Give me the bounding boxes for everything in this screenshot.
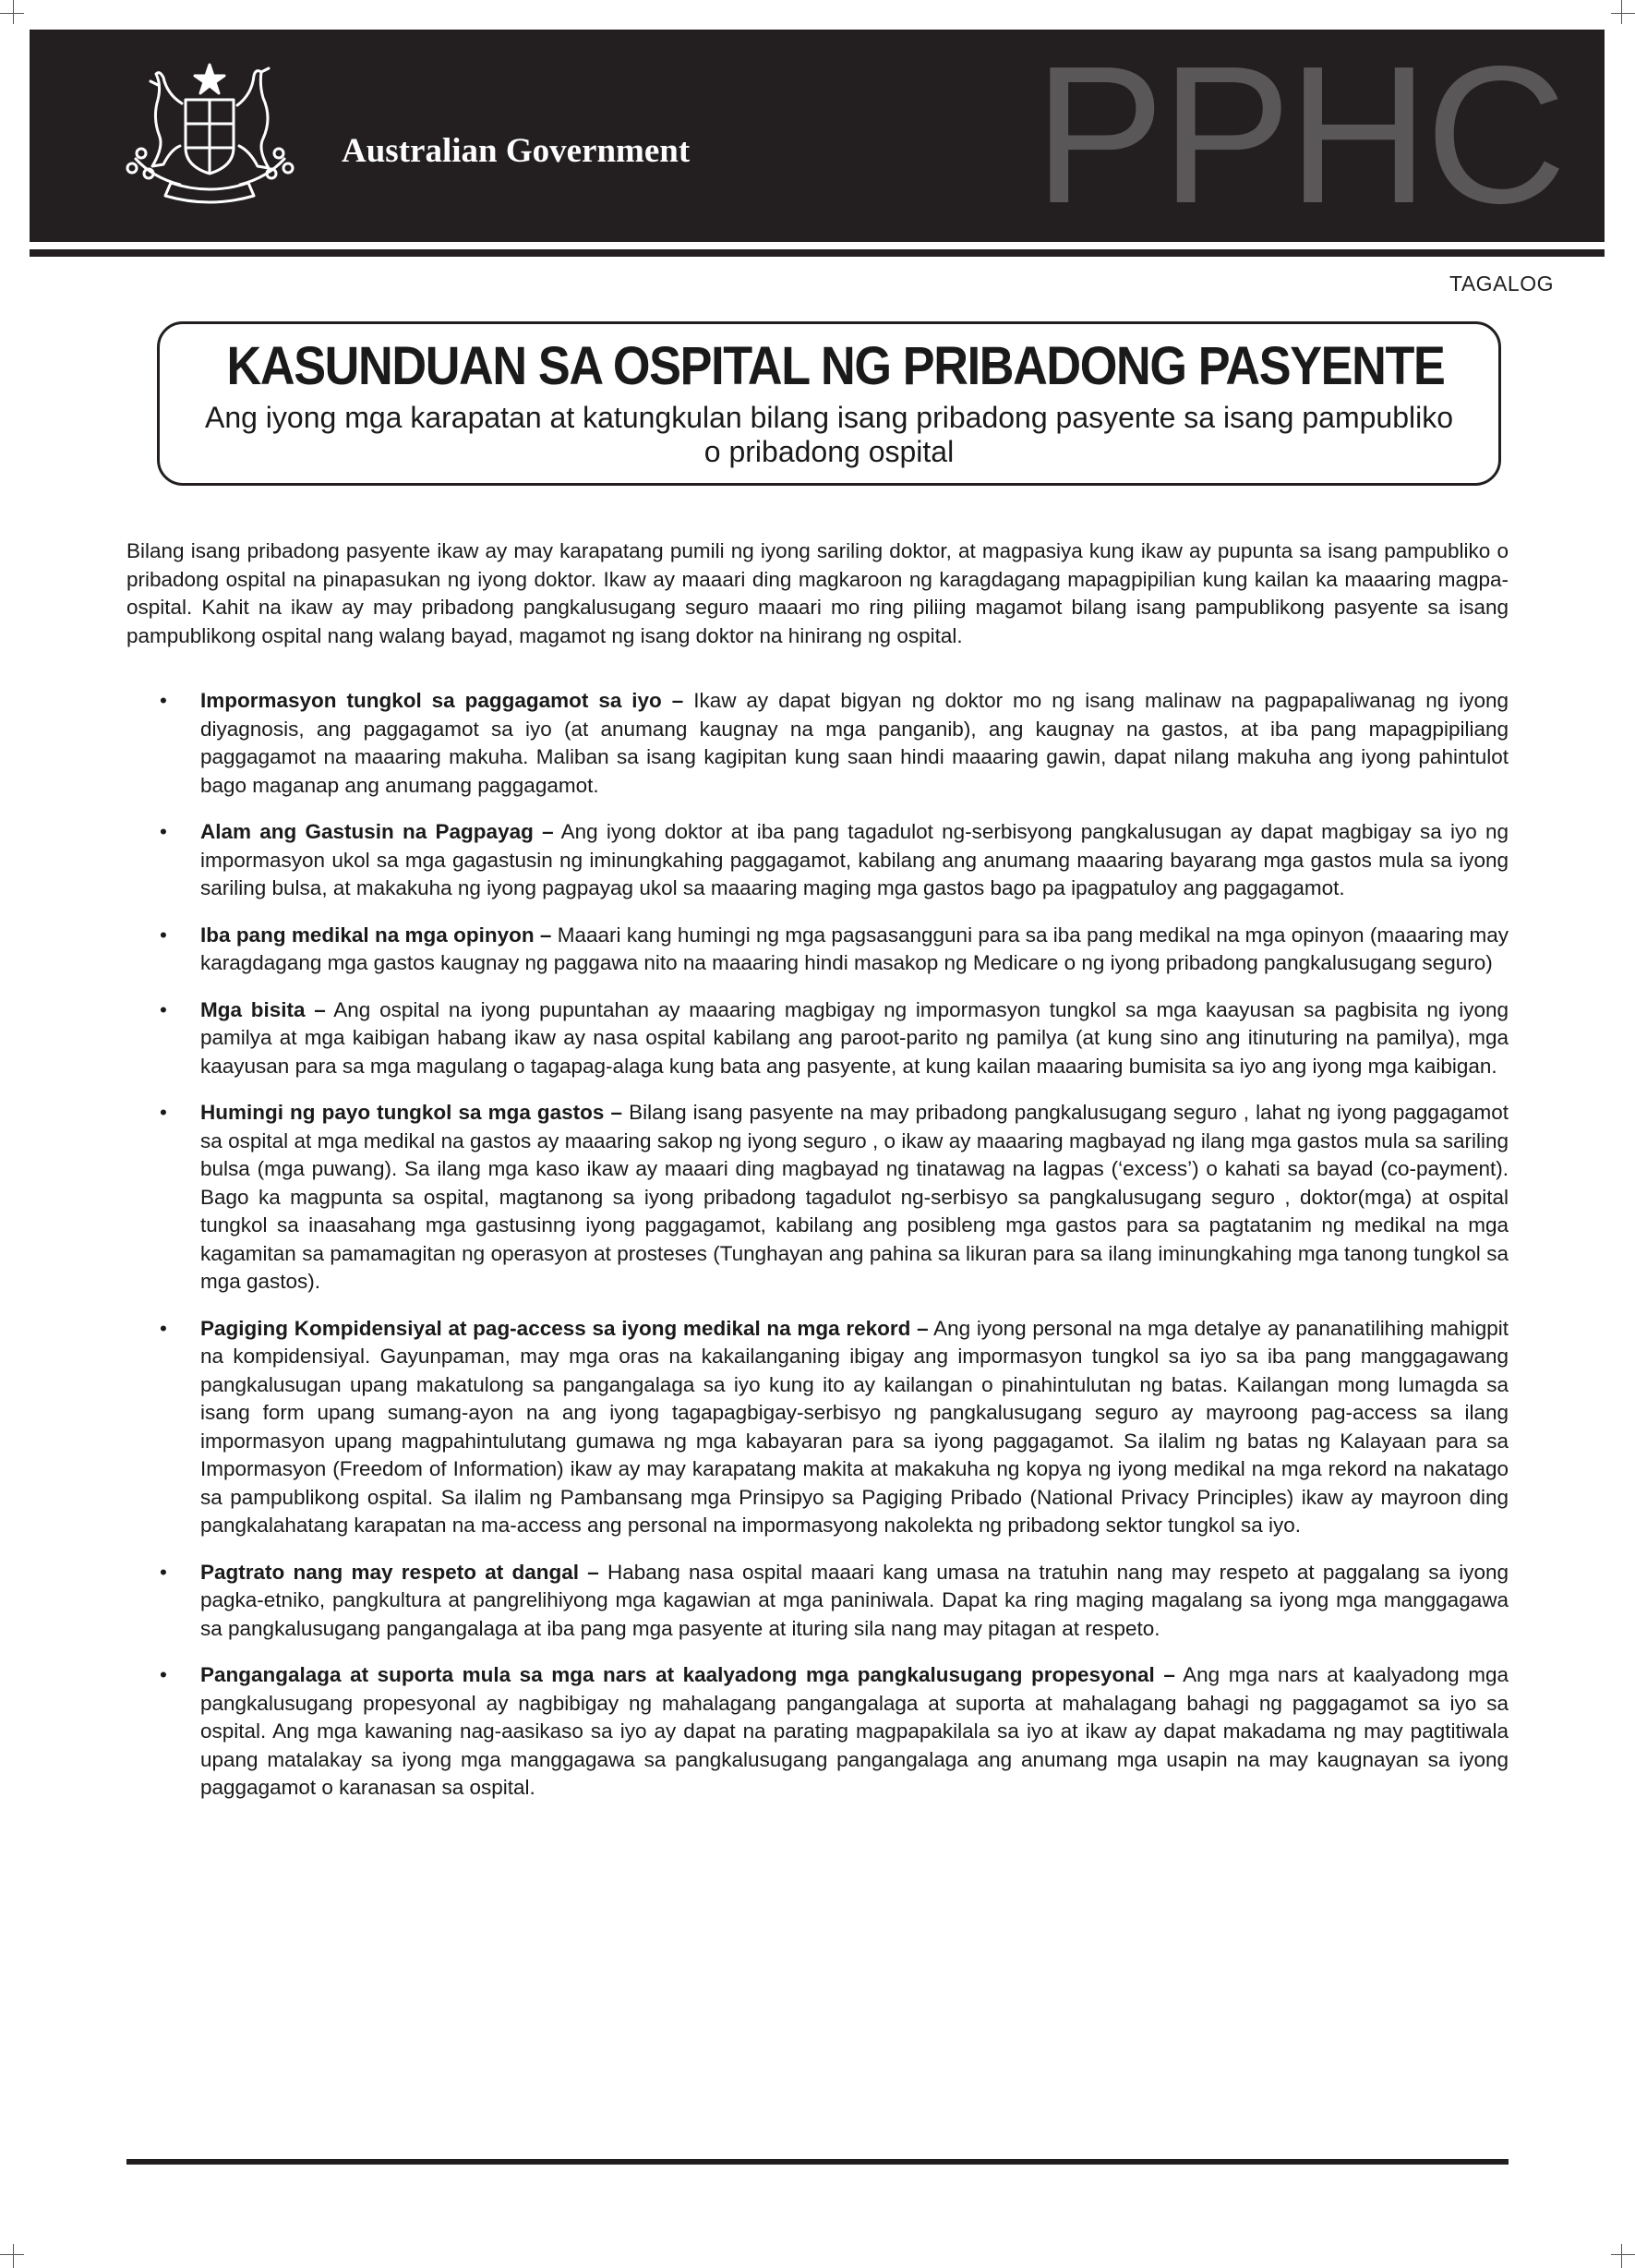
bullet-icon: • [160, 1316, 167, 1340]
list-item [126, 922, 1509, 978]
item-heading: Impormasyon tungkol sa paggagamot sa iyo – [200, 689, 684, 712]
item-text: Ang iyong personal na mga detalye ay pananatilihing mahigpit na kompidensiyal. Gayunpaman, may mga oras na kakailanganing ibigay ang impormasyon tungkol sa iyo sa iba pang manggagawang pangkalusugan upang makatulong sa pangangalaga sa iyo kung ito ay kailangan o pinahintulutan ng batas. Kailangan mong lumagda sa isang form upang sumang-ayon na ang iyong tagapagbigay-serbisyo ng pangkalusugang seguro ay mayroong pag-access sa ilang impormasyon upang magpahintulutang gumawa ng mga kabayaran para sa iyong paggagamot. Sa ilalim ng batas ng Kalayaan para sa Impormasyon (Freedom of Information) ikaw ay may karapatang makita at makakuha ng kopya ng iyong medikal na mga rekord na nakatago sa pampublikong ospital. Sa ilalim ng Pambansang mga Prinsipyo sa Pagiging Pribado (National Privacy Principles) ikaw ay mayroon ding pangkalahatang karapatan na ma-access ang personal na impormasyong nakolekta ng pribadong sektor tungkol sa iyo. [200, 1316, 1509, 1537]
crop-mark [1611, 13, 1635, 14]
item-text: Ang mga nars at kaalyadong mga pangkalusugang propesyonal ay nagbibigay ng mahalagang pangangalaga at suporta at mahalagang bahagi ng paggagamot sa iyo sa ospital. Ang mga kawaning nag-aasikaso sa iyo ay dapat na parating magpapakilala sa iyo at ikaw ay dapat makadama ng may pagtitiwala upang matalakay sa iyong mga manggagawa sa pangkalusugang pangangalaga ang anumang mga usapin na may kaugnayan sa iyong paggagamot o karanasan sa ospital. [200, 1663, 1509, 1799]
rights-list [126, 687, 1509, 1803]
language-label: TAGALOG [1449, 271, 1554, 296]
list-item [126, 1559, 1509, 1644]
list-item [126, 818, 1509, 903]
list-item [126, 687, 1509, 800]
crop-mark [1621, 0, 1622, 24]
crop-mark [0, 13, 24, 14]
page-subtitle: Ang iyong mga karapatan at katungkulan bilang isang pribadong pasyente sa isang pampubliko o pribadong ospital [204, 401, 1454, 468]
footer-rule [126, 2159, 1509, 2165]
list-item [126, 996, 1509, 1081]
item-heading: Pangangalaga at suporta mula sa mga nars at kaalyadong mga pangkalusugang propesyonal – [200, 1663, 1175, 1686]
list-item [126, 1099, 1509, 1297]
title-box [157, 321, 1501, 486]
item-heading: Iba pang medikal na mga opinyon – [200, 923, 552, 947]
list-item [126, 1661, 1509, 1803]
list-item [126, 1315, 1509, 1540]
bullet-icon: • [160, 689, 167, 712]
header-rule [30, 249, 1605, 257]
item-text: Bilang isang pasyente na may pribadong pangkalusugang seguro , lahat ng iyong paggagamot sa ospital at mga medikal na gastos ay maaaring sakop ng iyong seguro , o ikaw ay maaaring magbayad ng ilang mga gastos mula sa sariling bulsa (mga puwang). Sa ilang mga kaso ikaw ay maaari ding magbayad ng tinatawag na lagpas (‘excess’) o kahati sa bayad (co-payment). Bago ka magpunta sa ospital, magtanong sa iyong pribadong tagadulot ng-serbisyo sa pangkalusugang seguro , doktor(mga) at ospital tungkol sa inaasahang mga gastusinng iyong paggagamot, kabilang ang posibleng mga gastos para sa pagtatanim ng medikal na mga kagamitan sa pamamagitan ng operasyon at prosteses (Tunghayan ang pahina sa likuran para sa ilang iminungkahing mga tanong tungkol sa mga gastos). [200, 1101, 1509, 1293]
item-heading: Alam ang Gastusin na Pagpayag – [200, 820, 554, 843]
item-text: Maaari kang humingi ng mga pagsasangguni para sa iba pang medikal na mga opinyon (maaaring may karagdagang mga gastos kaugnay ng paggawa nito na maaaring hindi masakop ng Medicare o ng iyong pribadong pangkalusugang seguro) [200, 923, 1509, 974]
crop-mark [13, 2244, 14, 2268]
bullet-icon: • [160, 820, 167, 843]
bullet-icon: • [160, 1663, 167, 1686]
item-text: Habang nasa ospital maaari kang umasa na tratuhin nang may respeto at paggalang sa iyong pagka-etniko, pangkultura at pangrelihiyong mga kagawian at mga paniniwala. Dapat ka ring maging magalang sa iyong mga manggagawa sa pangkalusugang pangangalaga at iba pang mga pasyente at ituring sila nang may pitagan at respeto. [200, 1560, 1509, 1640]
item-text: Ikaw ay dapat bigyan ng doktor mo ng isang malinaw na pagpapaliwanag ng iyong diyagnosis, ang paggagamot sa iyo (at anumang kaugnay na mga panganib), ang kaugnay na gastos, at iba pang mapagpipiliang paggagamot na maaaring makuha. Maliban sa isang kagipitan kung saan hindi maaaring gawin, dapat nilang makuha ang iyong pahintulot bago maganap ang anumang paggagamot. [200, 689, 1509, 797]
item-heading: Mga bisita – [200, 997, 326, 1021]
crop-mark [0, 2254, 24, 2255]
crop-mark [13, 0, 14, 24]
coat-of-arms-icon [115, 57, 305, 210]
bullet-icon: • [160, 997, 167, 1021]
bullet-icon: • [160, 923, 167, 947]
item-text: Ang iyong doktor at iba pang tagadulot ng-serbisyong pangkalusugan ay dapat magbigay sa iyo ng impormasyon ukol sa mga gagastusin ng iminungkahing paggagamot, kabilang ang anumang maaaring bayarang mga gastos mula sa iyong sariling bulsa, at makakuha ng iyong pagpayag ukol sa maaaring maging mga gastos bago pa ipagpatuloy ang paggagamot. [200, 820, 1509, 899]
government-name: Australian Government [342, 132, 691, 170]
item-heading: Pagiging Kompidensiyal at pag-access sa iyong medikal na mga rekord – [200, 1316, 929, 1340]
document-code: PPHC [1034, 25, 1564, 244]
item-text: Ang ospital na iyong pupuntahan ay maaaring magbigay ng impormasyon tungkol sa mga kaayusan sa pagbisita ng iyong pamilya at mga kaibigan habang ikaw ay nasa ospital kabilang ang paroot-parito ng pamilya (at kung sino ang itinuturing na pamilya), mga kaayusan para sa mga magulang o tagapag-alaga kung bata ang pasyente, at kung kailan maaaring bumisita sa iyo ang iyong mga kaibigan. [200, 997, 1509, 1078]
bullet-icon: • [160, 1101, 167, 1124]
crop-mark [1621, 2244, 1622, 2268]
crop-mark [1611, 2254, 1635, 2255]
bullet-icon: • [160, 1560, 167, 1584]
intro-paragraph: Bilang isang pribadong pasyente ikaw ay may karapatang pumili ng iyong sariling doktor, at magpasiya kung ikaw ay pupunta sa isang pampubliko o pribadong ospital na pinapasukan ng iyong doktor. Ikaw ay maaari ding magkaroon ng karagdagang mapagpipilian kung kailan ka maaaring magpa-ospital. Kahit na ikaw ay may pribadong pangkalusugang seguro maaari mo ring piliing magamot bilang isang pampublikong pasyente sa isang pampublikong ospital nang walang bayad, magamot ng isang doktor na hinirang ng ospital. [126, 539, 1509, 647]
item-heading: Humingi ng payo tungkol sa mga gastos – [200, 1101, 622, 1124]
item-heading: Pagtrato nang may respeto at dangal – [200, 1560, 599, 1584]
page-title: KASUNDUAN SA OSPITAL NG PRIBADONG PASYENTE [226, 336, 1445, 396]
